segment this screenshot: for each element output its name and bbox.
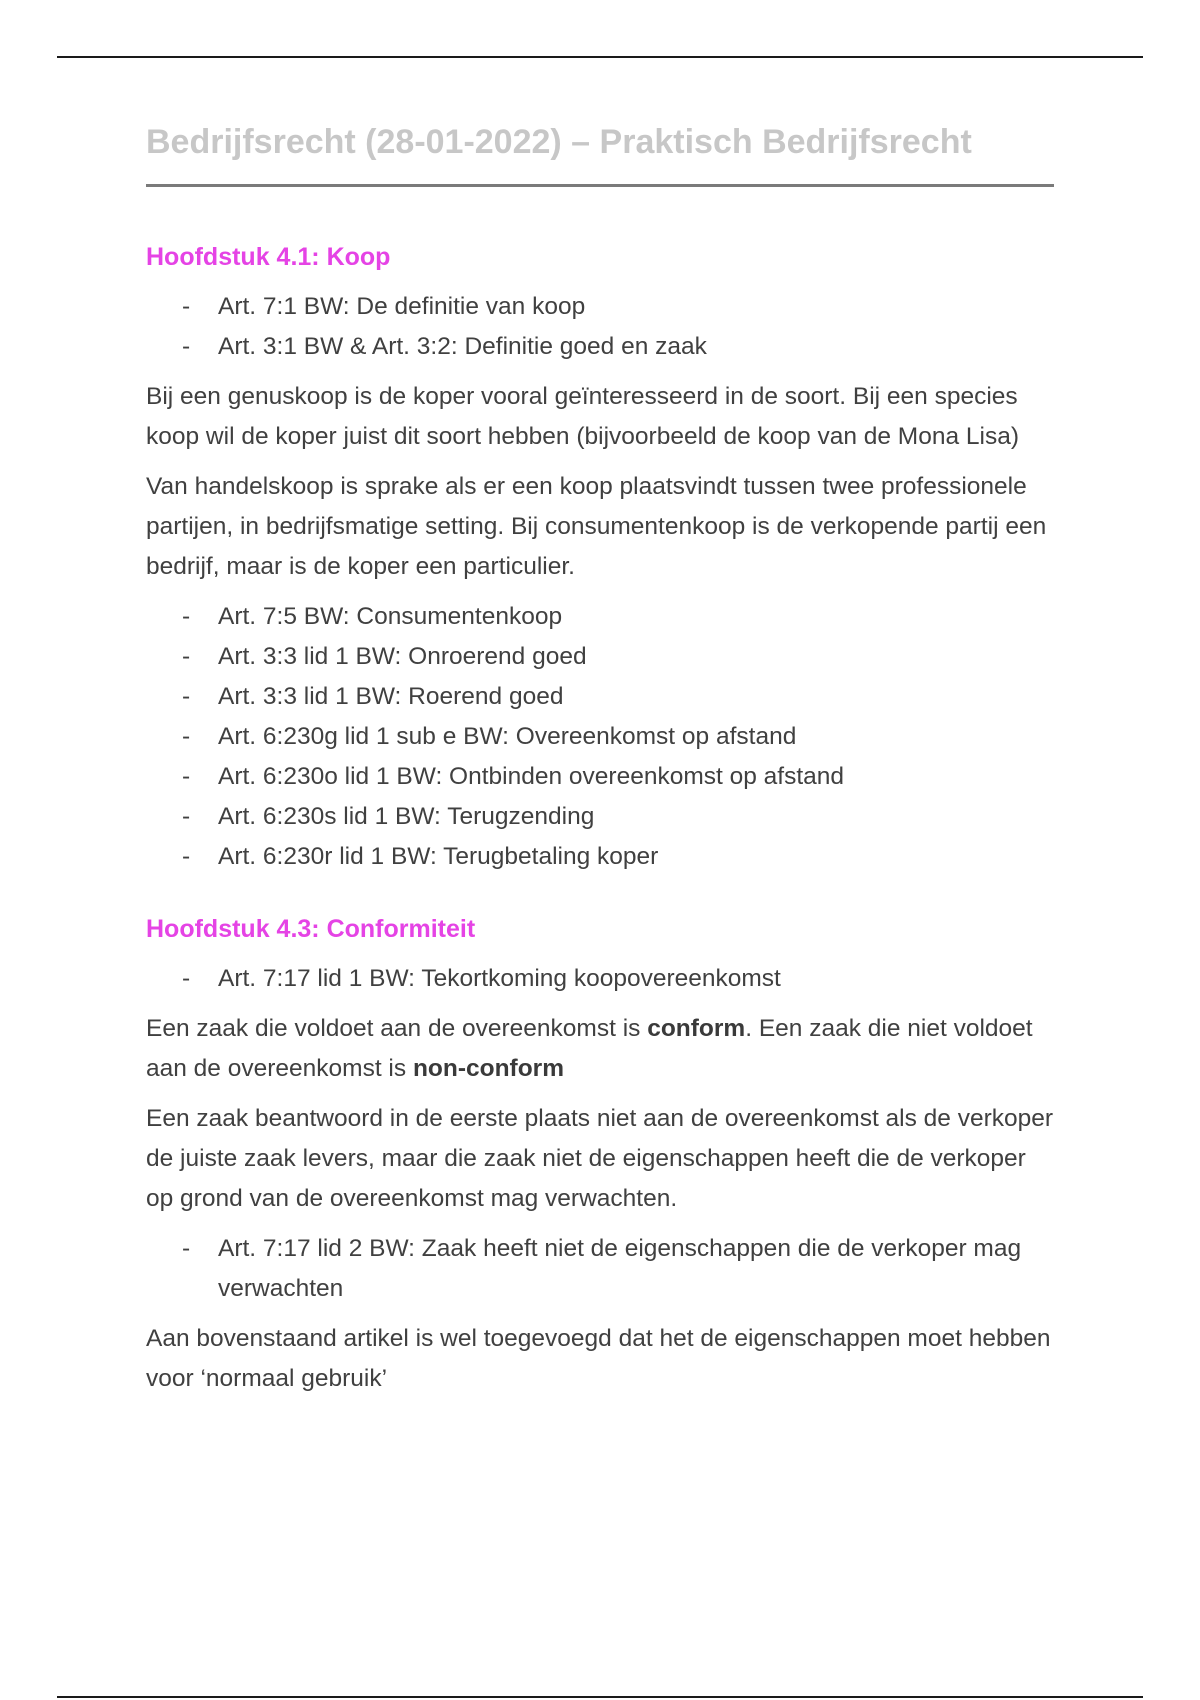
dash-bullet: - (182, 333, 191, 360)
page-top-rule (57, 56, 1143, 58)
dash-bullet: - (182, 723, 191, 750)
list-item (146, 837, 1056, 877)
list-item-text: Art. 6:230g lid 1 sub e BW: Overeenkomst op afstand (218, 723, 797, 750)
paragraph-eigenschappen: Een zaak beantwoord in de eerste plaats niet aan de overeenkomst als de verkoper de juiste zaak levers, maar die zaak niet de eigenschappen heeft die de verkoper op grond van de overeenkomst mag verwachten. (146, 1105, 1054, 1212)
section-heading-koop: Hoofdstuk 4.1: Koop (146, 243, 391, 271)
list-item-text: Art. 7:17 lid 1 BW: Tekortkoming koopovereenkomst (218, 965, 781, 992)
list-item (146, 717, 1056, 757)
paragraph-normaal-gebruik: Aan bovenstaand artikel is wel toegevoegd dat het de eigenschappen moet hebben voor ‘normaal gebruik’ (146, 1325, 1051, 1392)
list-item-text: Art. 6:230o lid 1 BW: Ontbinden overeenkomst op afstand (218, 763, 845, 790)
list-item (146, 797, 1056, 837)
document-body (146, 120, 1056, 1409)
document-title: Bedrijfsrecht (28-01-2022) – Praktisch Bedrijfsrecht (146, 123, 972, 161)
dash-bullet: - (182, 803, 191, 830)
paragraph-text: Een zaak die voldoet aan de overeenkomst is (146, 1015, 648, 1042)
dash-bullet: - (182, 763, 191, 790)
list-item-text: Art. 6:230r lid 1 BW: Terugbetaling koper (218, 843, 659, 870)
bold-term-non-conform: non-conform (412, 1055, 564, 1082)
dash-bullet: - (182, 643, 191, 670)
page-bottom-rule (57, 1696, 1143, 1698)
dash-bullet: - (182, 603, 191, 630)
list-item-text: Art. 3:3 lid 1 BW: Onroerend goed (218, 643, 587, 670)
bold-term-conform: conform (647, 1015, 746, 1042)
list-item-text: Art. 3:1 BW & Art. 3:2: Definitie goed en zaak (218, 333, 707, 360)
list-item (146, 677, 1056, 717)
list-item (146, 757, 1056, 797)
article-list (146, 597, 1056, 877)
dash-bullet: - (182, 683, 191, 710)
dash-bullet: - (182, 293, 191, 320)
paragraph-conform (146, 1009, 1056, 1089)
paragraph-genuskoop: Bij een genuskoop is de koper vooral geïnteresseerd in de soort. Bij een species koop wil de koper juist dit soort hebben (bijvoorbeeld de koop van de Mona Lisa) (146, 383, 1020, 450)
article-list (146, 287, 1056, 367)
list-item-text: Art. 6:230s lid 1 BW: Terugzending (218, 803, 595, 830)
list-item (146, 637, 1056, 677)
dash-bullet: - (182, 1235, 191, 1262)
article-list (146, 959, 1056, 999)
list-item-text: Art. 7:1 BW: De definitie van koop (218, 293, 586, 320)
list-item-text: Art. 7:17 lid 2 BW: Zaak heeft niet de eigenschappen die de verkoper mag verwachten (218, 1235, 1022, 1302)
title-underline (146, 184, 1054, 187)
list-item (146, 959, 1056, 999)
dash-bullet: - (182, 843, 191, 870)
list-item (146, 597, 1056, 637)
paragraph-text: . Een zaak die niet voldoet aan de overeenkomst is (146, 1015, 1033, 1082)
list-item (146, 1229, 1056, 1309)
list-item-text: Art. 3:3 lid 1 BW: Roerend goed (218, 683, 564, 710)
dash-bullet: - (182, 965, 191, 992)
list-item (146, 327, 1056, 367)
list-item-text: Art. 7:5 BW: Consumentenkoop (218, 603, 563, 630)
section-heading-conformiteit: Hoofdstuk 4.3: Conformiteit (146, 915, 476, 943)
list-item (146, 287, 1056, 327)
article-list (146, 1229, 1056, 1309)
paragraph-handelskoop: Van handelskoop is sprake als er een koop plaatsvindt tussen twee professionele partijen, in bedrijfsmatige setting. Bij consumentenkoop is de verkopende partij een bedrijf, maar is de koper een particulier. (146, 473, 1047, 580)
